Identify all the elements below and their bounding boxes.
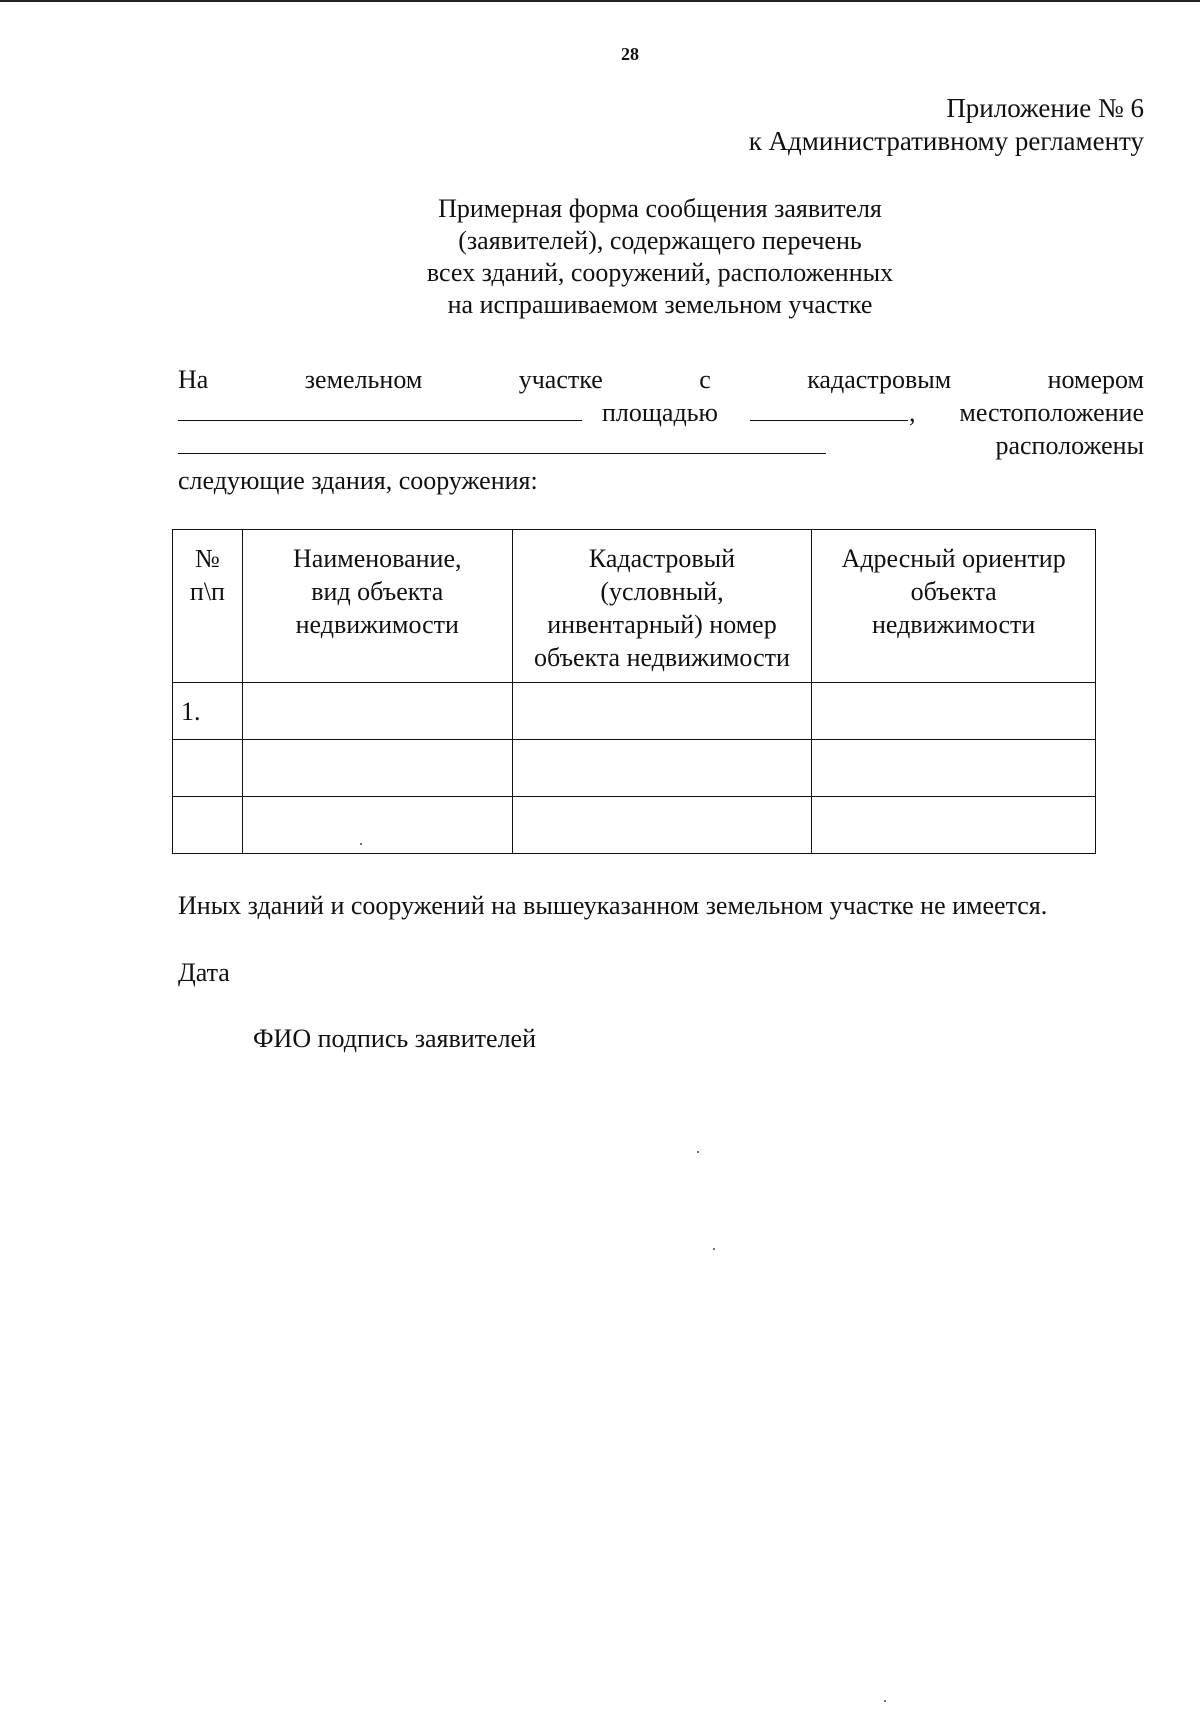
intro-word: кадастровым: [807, 365, 952, 394]
intro-line-1: [178, 363, 1144, 396]
form-title-line-1: Примерная форма сообщения заявителя: [438, 194, 882, 223]
table-row: [173, 683, 1096, 740]
header-text: объекта: [910, 577, 997, 606]
table-cell[interactable]: [812, 683, 1096, 740]
area-blank[interactable]: [750, 396, 908, 421]
date-label: Дата: [178, 958, 230, 987]
table-cell[interactable]: [512, 683, 812, 740]
appendix-line-1: Приложение № 6: [946, 93, 1144, 123]
form-title-line-2: (заявителей), содержащего перечень: [458, 226, 862, 255]
intro-word: земельном: [304, 365, 423, 394]
no-other-buildings-note: Иных зданий и сооружений на вышеуказанном земельном участке не имеется.: [178, 891, 1048, 920]
header-cadastral-number: [512, 530, 812, 683]
intro-paragraph: [178, 363, 1144, 497]
objects-table: [172, 529, 1096, 854]
scan-speck: [884, 1700, 886, 1702]
intro-line-3: [178, 429, 1144, 462]
scan-speck: [360, 843, 362, 845]
intro-line-2: [178, 396, 1144, 429]
header-name-type: [242, 530, 512, 683]
header-text: п\п: [189, 577, 225, 606]
location-blank[interactable]: [178, 429, 826, 454]
header-address: [812, 530, 1096, 683]
table-cell[interactable]: [512, 740, 812, 797]
table-header-row: [173, 530, 1096, 683]
appendix-line-2: к Административному регламенту: [748, 126, 1144, 156]
form-title: [360, 193, 960, 321]
header-text: вид объекта: [311, 577, 444, 606]
header-text: Кадастровый: [588, 544, 736, 573]
appendix-reference: [749, 92, 1144, 158]
cadastral-number-blank[interactable]: [178, 396, 582, 421]
area-comma: ,: [909, 398, 916, 427]
header-text: (условный,: [600, 577, 724, 606]
scan-speck: [697, 1151, 699, 1153]
header-text: №: [195, 544, 220, 573]
intro-word: участке: [518, 365, 603, 394]
header-text: недвижимости: [295, 610, 459, 639]
intro-word: номером: [1047, 365, 1144, 394]
table-cell[interactable]: 1.: [173, 683, 243, 740]
table-cell[interactable]: [242, 740, 512, 797]
signature-label: ФИО подпись заявителей: [253, 1024, 537, 1053]
header-text: Наименование,: [293, 544, 462, 573]
intro-word: с: [699, 365, 711, 394]
header-text: Адресный ориентир: [841, 544, 1066, 573]
table-cell[interactable]: [512, 797, 812, 854]
page-number: 28: [621, 44, 639, 64]
table-row: [173, 797, 1096, 854]
header-text: объекта недвижимости: [534, 643, 790, 672]
area-label: площадью: [602, 398, 718, 427]
form-title-line-3: всех зданий, сооружений, расположенных: [426, 258, 894, 287]
table-cell[interactable]: [242, 797, 512, 854]
header-number: [173, 530, 243, 683]
table-cell[interactable]: [173, 797, 243, 854]
table-cell[interactable]: [173, 740, 243, 797]
table-row: [173, 740, 1096, 797]
form-title-line-4: на испрашиваемом земельном участке: [447, 290, 873, 319]
top-rule: [0, 0, 1200, 2]
header-text: инвентарный) номер: [547, 610, 777, 639]
located-label: расположены: [995, 431, 1144, 460]
scan-speck: [713, 1248, 715, 1250]
location-label: местоположение: [959, 398, 1144, 427]
intro-line-4: следующие здания, сооружения:: [178, 466, 538, 495]
table-cell[interactable]: [812, 797, 1096, 854]
table-cell[interactable]: [812, 740, 1096, 797]
header-text: недвижимости: [871, 610, 1036, 639]
table-cell[interactable]: [242, 683, 512, 740]
intro-word: На: [178, 365, 209, 394]
